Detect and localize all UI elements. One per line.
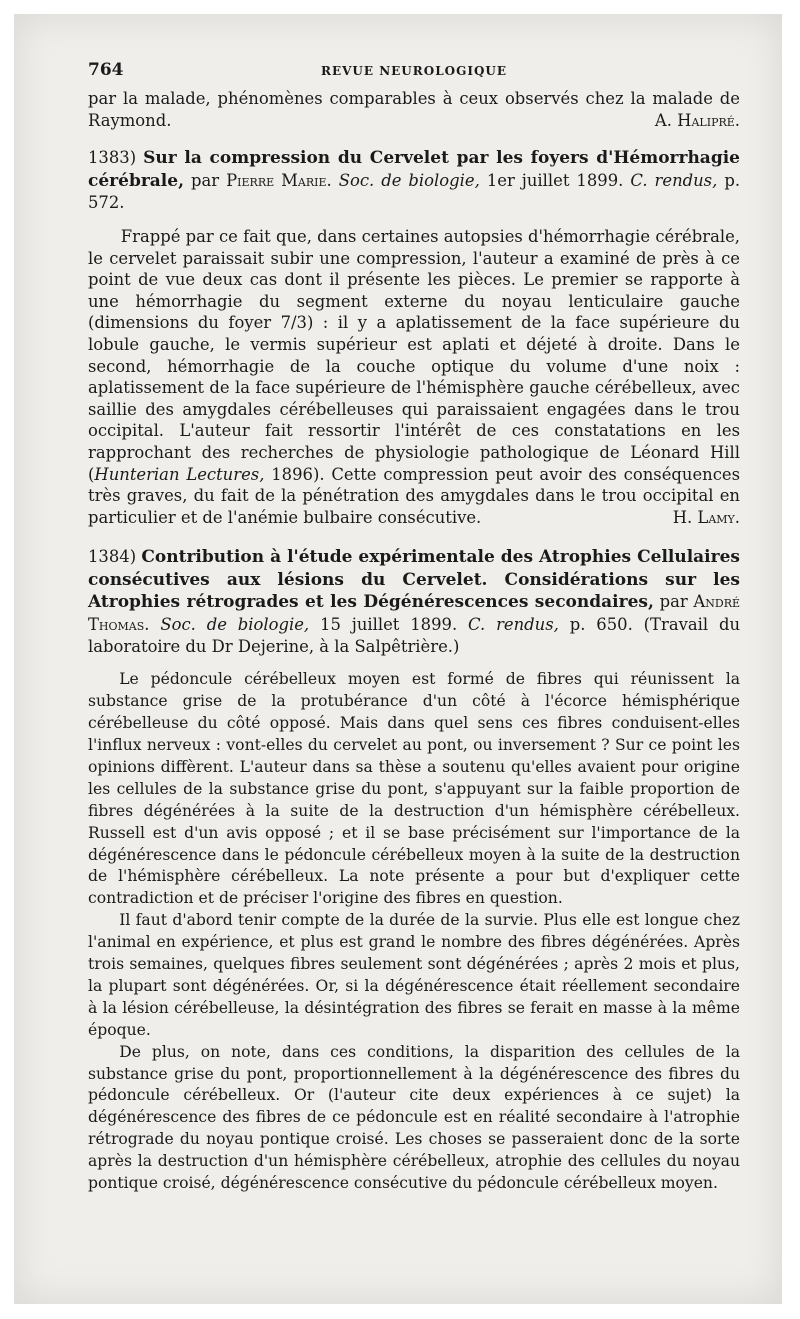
signature-lamy: H. Lamy. bbox=[672, 507, 740, 527]
paragraph: Il faut d'abord tenir compte de la durée de la survie. Plus elle est longue chez l'animal en expérience, et plus est grand le nombre des fibres dégénérées. Après trois semaines, quelques fibres seulement sont dégénérées ; après 2 mois et plus, la plupart sont dégénérées. Or, si la dégénérescence était réellement secondaire à la lésion cérébelleuse, la désintégration des fibres se ferait en masse à la même époque. bbox=[88, 911, 740, 1039]
paragraph: De plus, on note, dans ces conditions, la disparition des cellules de la substance grise du pont, proportionnellement à la dégénérescence des fibres du pédoncule cérébelleux. Or (l'auteur cite deux expériences à ce sujet) la dégénérescence des fibres de ce pédoncule est en réalité secondaire à l'atrophie rétrograde du noyau pontique croisé. Les choses se passeraient donc de la sorte après la destruction d'un hémisphère cérébelleux, atrophie des cellules du noyau pontique croisé, dégénérescence consécutive du pédoncule cérébelleux moyen. bbox=[88, 1042, 740, 1193]
signature-halipre: A. Halipré. bbox=[654, 110, 740, 130]
article-author: André Thomas. bbox=[88, 592, 741, 635]
paragraph: Le pédoncule cérébelleux moyen est formé de fibres qui réunissent la substance grise de la protubérance d'un côté à l'écorce hémisphérique cérébelleuse du côté opposé. Mais dans quel sens ces fibres conduisent-elles l'influx nerveux : vont-elles du cervelet au pont, ou inversement ? Sur ce point les opinions diffèrent. L'auteur dans sa thèse a soutenu qu'elles avaient pour origine les cellules de la substance grise du pont, s'appuyant sur la faible proportion de fibres dégénérées à la suite de la destruction d'un hémisphère cérébelleux. Russell est d'un avis opposé ; et il se base précisément sur l'importance de la dégénérescence dans le pédoncule cérébelleux moyen à la suite de la destruction de l'hémisphère cérébelleux. La note présente a pour but d'expliquer cette contradiction et de préciser l'origine des fibres en question. bbox=[88, 670, 740, 908]
article-title: Sur la compression du Cervelet par les foyers d'Hémorrhagie cérébrale, bbox=[88, 148, 740, 191]
article-source: Soc. de biologie, bbox=[160, 615, 310, 635]
page-header bbox=[88, 60, 740, 86]
article-cr: C. rendus, bbox=[468, 615, 559, 635]
article-date: 1er juillet 1899. bbox=[486, 170, 624, 190]
continued-text: par la malade, phénomènes comparables à ceux observés chez la malade de Raymond. bbox=[88, 89, 740, 130]
article-author: Pierre Marie. bbox=[226, 170, 332, 190]
article-1383 bbox=[88, 147, 740, 528]
article-date: 15 juillet 1899. bbox=[320, 615, 458, 635]
article-note: (Travail du laboratoire du Dr Dejerine, à la Salpêtrière.) bbox=[88, 615, 741, 656]
body-text-end: 1896). Cette compression peut avoir des conséquences très graves, du fait de la pénétration des amygdales dans le trou occipital en particulier et de l'anémie bulbaire consécutive. bbox=[88, 464, 740, 527]
continued-paragraph bbox=[88, 88, 740, 131]
by-word: par bbox=[191, 170, 220, 190]
article-title: Contribution à l'étude expérimentale des Atrophies Cellulaires consécutives aux lésions du Cervelet. Considérations sur les Atrophies rétrogrades et les Dégénérescences secondaires, bbox=[88, 547, 740, 613]
by-word: par bbox=[659, 592, 688, 612]
running-title: REVUE NEUROLOGIQUE bbox=[320, 64, 508, 78]
page-content bbox=[88, 60, 740, 1195]
article-1383-body bbox=[88, 226, 740, 528]
article-page: p. 650. bbox=[569, 615, 633, 635]
article-1383-heading bbox=[88, 147, 740, 214]
article-1384 bbox=[88, 546, 740, 1195]
article-page: p. 572. bbox=[88, 170, 741, 213]
body-citation: Hunterian Lectures, bbox=[94, 464, 265, 484]
article-1384-heading bbox=[88, 546, 740, 657]
article-number: 1383) bbox=[88, 148, 137, 168]
page-number: 764 bbox=[88, 60, 124, 80]
article-source: Soc. de biologie, bbox=[338, 170, 480, 190]
article-1384-body bbox=[88, 669, 740, 1195]
body-text: Frappé par ce fait que, dans certaines autopsies d'hémorrhagie cérébrale, le cervelet paraissait subir une compression, l'auteur a examiné de près à ce point de vue deux cas dont il présente les pièces. Le premier se rapporte à une hémorrhagie du segment externe du noyau lenticulaire gauche (dimensions du foyer 7/3) : il y a aplatissement de la face supérieure du lobule gauche, le vermis supérieur est aplati et déjeté à droite. Dans le second, hémorrhagie de la couche optique du volume d'une noix : aplatissement de la face supérieure de l'hémisphère gauche cérébelleux, avec saillie des amygdales cérébelleuses qui paraissaient engagées dans le trou occipital. L'auteur fait ressortir l'intérêt de ces constatations en les rapprochant des recherches de physiologie pathologique de Léonard Hill ( bbox=[88, 226, 740, 484]
article-number: 1384) bbox=[88, 547, 137, 567]
article-cr: C. rendus, bbox=[630, 170, 718, 190]
